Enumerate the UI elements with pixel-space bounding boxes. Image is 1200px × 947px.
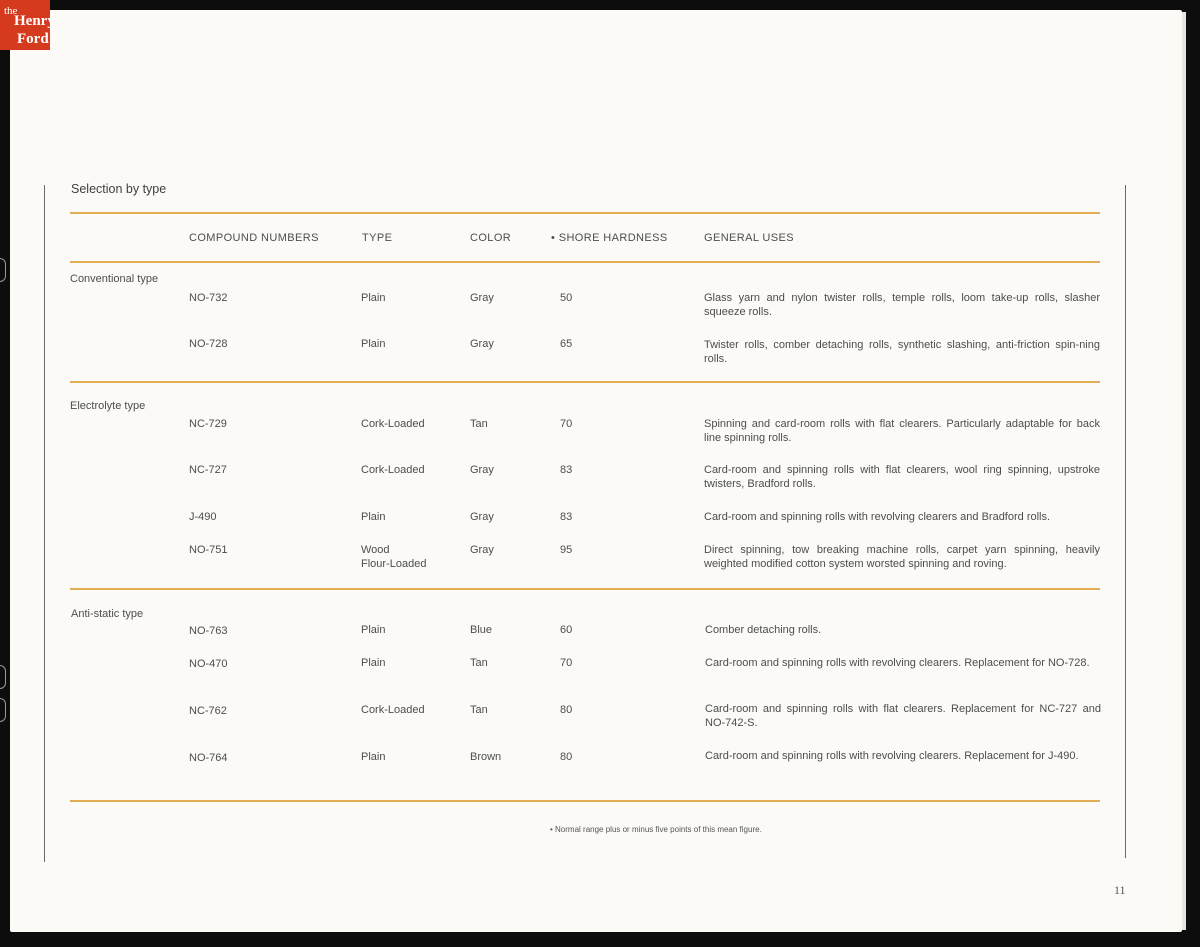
type-cell: Wood [361, 544, 390, 556]
uses-cell: Direct spinning, tow breaking machine rolls, carpet yarn spinning, heavily weighted modified cotton system worsted spinning and roving. [704, 544, 1100, 570]
binder-ring [0, 665, 6, 689]
henry-ford-logo [0, 0, 55, 50]
header-type: TYPE [362, 232, 393, 244]
divider [70, 800, 1100, 802]
uses-cell: Comber detaching rolls. [705, 624, 822, 636]
group-label-anti-static: Anti-static type [71, 608, 144, 620]
compound-number: NC-729 [189, 418, 227, 430]
left-margin-rule [44, 185, 45, 862]
right-margin-rule [1125, 185, 1126, 858]
logo-text: Henry [14, 13, 55, 29]
type-cell: Flour-Loaded [361, 558, 427, 570]
hardness-cell: 83 [560, 511, 573, 523]
color-cell: Gray [470, 511, 494, 523]
color-cell: Blue [470, 624, 493, 636]
compound-number: NO-732 [189, 292, 228, 304]
type-cell: Cork-Loaded [361, 704, 425, 716]
type-cell: Plain [361, 292, 386, 304]
hardness-cell: 50 [560, 292, 573, 304]
type-cell: Cork-Loaded [361, 464, 425, 476]
hardness-cell: 60 [560, 624, 573, 636]
uses-cell: Card-room and spinning rolls with flat clearers. Replacement for NC-727 and NO-742-S. [705, 703, 1101, 729]
header-color: COLOR [470, 232, 512, 244]
color-cell: Gray [470, 464, 494, 476]
hardness-cell: 95 [560, 544, 573, 556]
compound-number: NO-728 [189, 338, 228, 350]
uses-cell: Glass yarn and nylon twister rolls, temple rolls, loom take-up rolls, slasher squeeze rolls. [704, 292, 1100, 318]
hardness-cell: 83 [560, 464, 573, 476]
type-cell: Cork-Loaded [361, 418, 425, 430]
color-cell: Brown [470, 751, 502, 763]
footnote: • Normal range plus or minus five points of this mean figure. [550, 825, 762, 834]
hardness-cell: 70 [560, 657, 573, 669]
type-cell: Plain [361, 751, 386, 763]
divider [70, 588, 1100, 590]
hardness-cell: 65 [560, 338, 573, 350]
logo-text: Ford [17, 31, 49, 47]
hardness-cell: 80 [560, 704, 573, 716]
type-cell: Plain [361, 511, 386, 523]
header-shore-hardness: • SHORE HARDNESS [551, 232, 668, 244]
type-cell: Plain [361, 657, 386, 669]
compound-number: J-490 [189, 511, 217, 523]
binder-ring [0, 258, 6, 282]
compound-number: NO-763 [189, 625, 228, 637]
divider [70, 381, 1100, 383]
binder-ring [0, 698, 6, 722]
hardness-cell: 70 [560, 418, 573, 430]
group-label-conventional: Conventional type [70, 273, 159, 285]
color-cell: Tan [470, 418, 488, 430]
compound-number: NO-764 [189, 752, 228, 764]
page-number: 11 [1114, 883, 1126, 897]
color-cell: Tan [470, 704, 488, 716]
logo-text: the [4, 5, 18, 17]
uses-cell: Card-room and spinning rolls with revolving clearers. Replacement for NO-728. [705, 657, 1090, 669]
uses-cell: Card-room and spinning rolls with flat clearers, wool ring spinning, upstroke twisters, Bradford rolls. [704, 464, 1100, 490]
compound-number: NC-727 [189, 464, 227, 476]
compound-number: NO-751 [189, 544, 228, 556]
section-title: Selection by type [71, 182, 167, 196]
compound-number: NO-470 [189, 658, 228, 670]
type-cell: Plain [361, 624, 386, 636]
color-cell: Tan [470, 657, 488, 669]
header-general-uses: GENERAL USES [704, 232, 794, 244]
divider [70, 261, 1100, 263]
color-cell: Gray [470, 338, 494, 350]
uses-cell: Card-room and spinning rolls with revolving clearers and Bradford rolls. [704, 511, 1051, 523]
divider [70, 212, 1100, 214]
header-compound-numbers: COMPOUND NUMBERS [189, 232, 319, 244]
type-cell: Plain [361, 338, 386, 350]
uses-cell: Spinning and card-room rolls with flat clearers. Particularly adaptable for back line spinning rolls. [704, 418, 1100, 444]
page-edge [1182, 12, 1186, 930]
color-cell: Gray [470, 292, 494, 304]
uses-cell: Card-room and spinning rolls with revolving clearers. Replacement for J-490. [705, 750, 1079, 762]
hardness-cell: 80 [560, 751, 573, 763]
compound-number: NC-762 [189, 705, 227, 717]
uses-cell: Twister rolls, comber detaching rolls, synthetic slashing, anti-friction spin-ning rolls. [704, 339, 1100, 365]
group-label-electrolyte: Electrolyte type [70, 400, 146, 412]
color-cell: Gray [470, 544, 494, 556]
